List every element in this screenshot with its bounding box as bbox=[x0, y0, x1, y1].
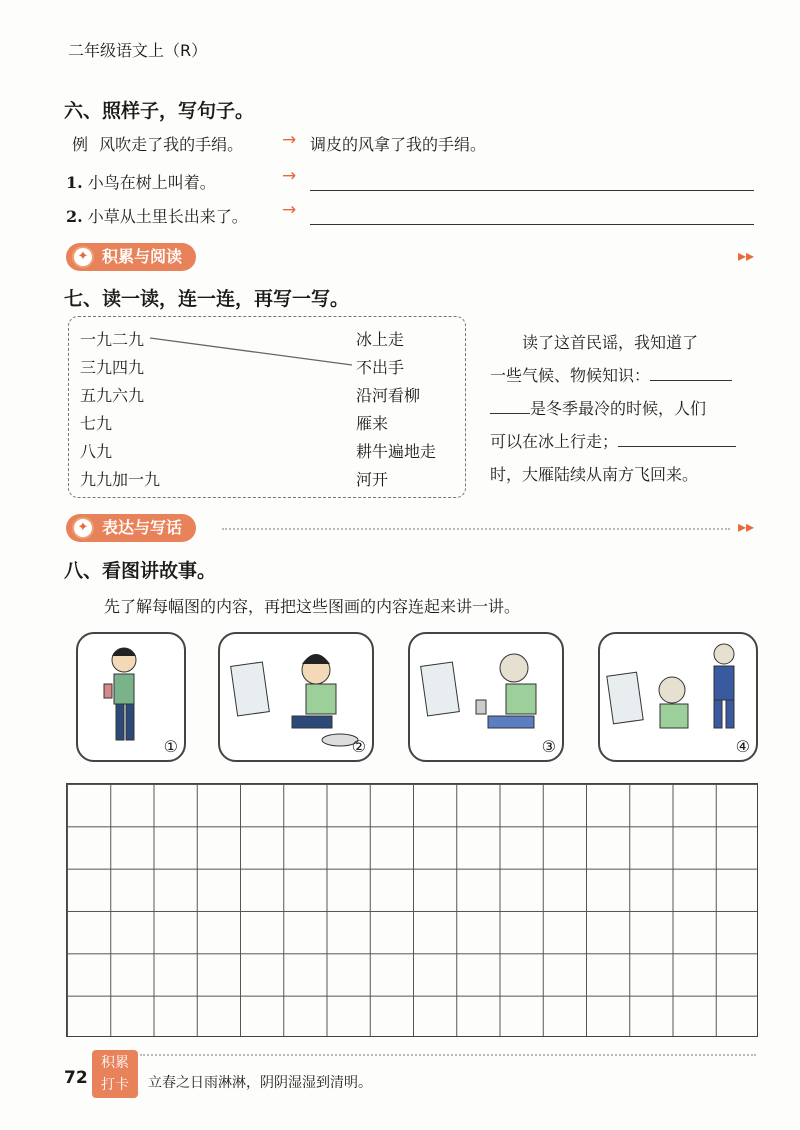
section8-instruction: 先了解每幅图的内容，再把这些图画的内容连起来讲一讲。 bbox=[104, 597, 521, 616]
right-item[interactable]: 冰上走 bbox=[356, 330, 405, 349]
lightbulb-icon: ✦ bbox=[72, 517, 94, 539]
story-picture-2 bbox=[218, 632, 374, 762]
boy-mirror-illustration bbox=[220, 634, 372, 760]
left-item[interactable]: 一九二九 bbox=[80, 330, 145, 349]
page-header: 二年级语文上（R） bbox=[68, 41, 208, 60]
story-picture-1 bbox=[76, 632, 186, 762]
para-line-2: 一些气候、物候知识： bbox=[490, 359, 760, 392]
right-item[interactable]: 河开 bbox=[356, 470, 389, 489]
example-label: 例 bbox=[72, 135, 89, 154]
double-chevron-icon: ▸▸ bbox=[738, 517, 755, 536]
exercise-item-2: 2. 小草从土里长出来了。 bbox=[66, 207, 248, 226]
blank-2[interactable] bbox=[490, 413, 530, 414]
checkin-stamp: 积累 打卡 bbox=[92, 1050, 138, 1098]
boy-painting-beard-illustration bbox=[410, 634, 562, 760]
arrow-icon: → bbox=[282, 200, 297, 220]
picture-number: ④ bbox=[735, 737, 750, 756]
left-item[interactable]: 七九 bbox=[80, 414, 113, 433]
blank-1[interactable] bbox=[650, 380, 732, 381]
arrow-icon: → bbox=[282, 166, 297, 186]
arrow-icon: → bbox=[282, 130, 297, 150]
banner-accumulate-read: ✦ 积累与阅读 bbox=[66, 243, 196, 271]
right-item[interactable]: 不出手 bbox=[356, 358, 405, 377]
section8-title: 八、看图讲故事。 bbox=[64, 560, 217, 582]
section7-title: 七、读一读，连一连，再写一写。 bbox=[64, 288, 350, 310]
writing-grid[interactable] bbox=[66, 783, 758, 1037]
footer-divider bbox=[140, 1054, 756, 1056]
picture-number: ② bbox=[351, 737, 366, 756]
picture-number: ③ bbox=[541, 737, 556, 756]
left-item[interactable]: 三九四九 bbox=[80, 358, 145, 377]
para-line-3: 是冬季最冷的时候，人们 bbox=[490, 392, 760, 425]
page-number: 72 bbox=[64, 1068, 88, 1088]
right-item[interactable]: 沿河看柳 bbox=[356, 386, 421, 405]
right-item[interactable]: 耕牛遍地走 bbox=[356, 442, 437, 461]
section6-title: 六、照样子，写句子。 bbox=[64, 100, 255, 122]
lightbulb-icon: ✦ bbox=[72, 246, 94, 268]
para-line-4: 可以在冰上行走； bbox=[490, 425, 760, 458]
blank-3[interactable] bbox=[618, 446, 736, 447]
right-item[interactable]: 雁来 bbox=[356, 414, 389, 433]
picture-number: ① bbox=[163, 737, 178, 756]
double-chevron-icon: ▸▸ bbox=[738, 246, 755, 265]
example-target: 调皮的风拿了我的手绢。 bbox=[310, 135, 487, 154]
banner-express-write: ✦ 表达与写话 bbox=[66, 514, 196, 542]
left-item[interactable]: 五九六九 bbox=[80, 386, 145, 405]
footer-proverb: 立春之日雨淋淋，阴阴湿湿到清明。 bbox=[148, 1075, 372, 1091]
story-picture-3 bbox=[408, 632, 564, 762]
connector-line bbox=[150, 338, 352, 365]
dotted-divider bbox=[222, 528, 730, 530]
boy-and-man-illustration bbox=[600, 634, 756, 760]
left-item[interactable]: 九九加一九 bbox=[80, 470, 161, 489]
left-item[interactable]: 八九 bbox=[80, 442, 113, 461]
reading-paragraph: 读了这首民谣，我知道了 一些气候、物候知识： 是冬季最冷的时候，人们 可以在冰上行走； 时，大雁陆续从南方飞回来。 bbox=[490, 326, 760, 491]
exercise-item-1: 1. 小鸟在树上叫着。 bbox=[66, 173, 216, 192]
example-source: 风吹走了我的手绢。 bbox=[99, 135, 244, 154]
story-picture-4 bbox=[598, 632, 758, 762]
